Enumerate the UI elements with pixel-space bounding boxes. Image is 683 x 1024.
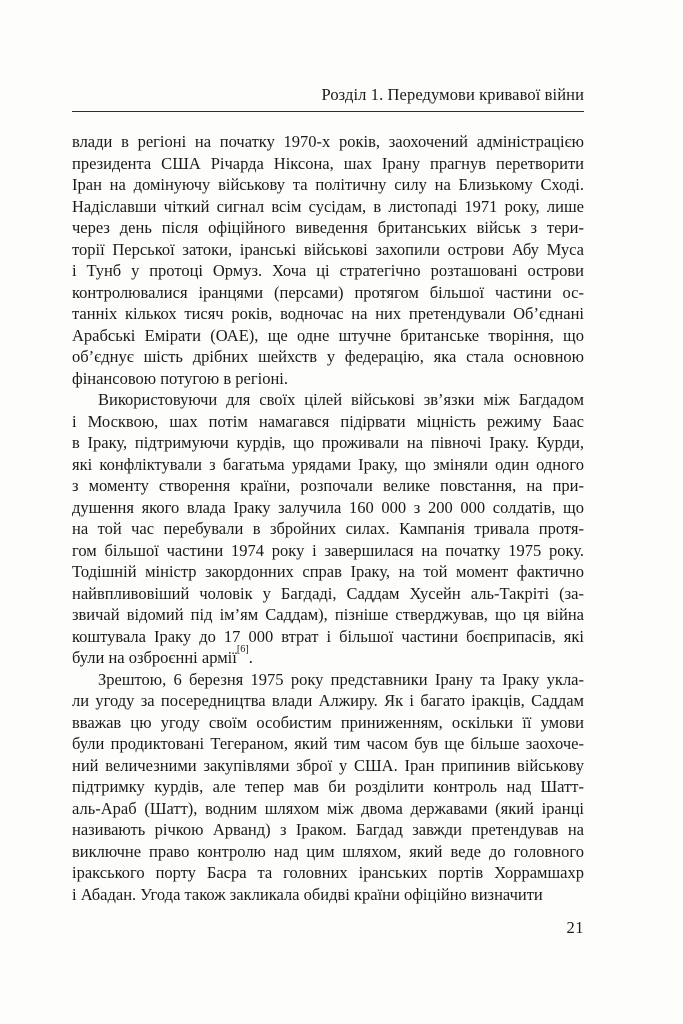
text-line: Іран на домінуючу військову та політичну силу на Близькому Сході. (72, 175, 584, 194)
text-line: гом більшої частини 1974 року і завершилася на початку 1975 року. (72, 540, 584, 560)
text-line: танніх кількох тисяч років, водночас на них претендували Об’єднані (72, 304, 584, 323)
text-line: в Іраку, підтримуючи курдів, що проживали на півночі Іраку. Курди, (72, 433, 584, 452)
text-line: підтримку курдів, але тепер мав би розділити контроль над Шатт- (72, 777, 584, 796)
text-line: влади в регіоні на початку 1970-х років, заохочений адміністрацією (72, 132, 584, 151)
running-header (72, 85, 584, 120)
text-line: і Тунб у протоці Ормуз. Хоча ці стратегічно розташовані острови (72, 261, 584, 280)
text-line: іракського порту Басра та головних іранських портів Хоррамшахр (72, 863, 584, 882)
text-line: які конфліктували з багатьма урядами Іраку, що зміняли один одного (72, 454, 584, 474)
text-line: коштувала Іраку до 17 000 втрат і більшої частини боєприпасів, які (72, 626, 584, 646)
footnote-ref: [6] (236, 643, 249, 655)
text-line: контролювалися іранцями (персами) протягом більшої частини ос- (72, 282, 584, 302)
page-number: 21 (566, 918, 584, 937)
text-line: і Москвою, шах потім намагався підірвати міцність режиму Баас (72, 411, 584, 431)
text-line: через день після офіційного виведення британських військ з тери- (72, 218, 584, 237)
text-line: торії Перської затоки, іранські військові захопили острови Абу Муса (72, 239, 584, 259)
text-line: ний величезними закупівлями зброї у США. Іран припинив військову (72, 755, 584, 775)
text-line: вважав цю угоду своїм особистим приниженням, оскільки її умови (72, 712, 584, 732)
page-footer (72, 918, 584, 938)
text-line: звичай відомий під ім’ям Саддам), пізніше стверджував, що ця війна (72, 605, 584, 624)
text-line: на той час перебували в збройних силах. Кампанія тривала протя- (72, 519, 584, 538)
text-line: аль-Араб (Шатт), водним шляхом між двома державами (який іранці (72, 798, 584, 818)
text-line: Тодішній міністр закордонних справ Іраку, на той момент фактично (72, 562, 584, 581)
text-line: фінансовою потугою в регіоні. (72, 368, 289, 388)
text-line: об’єднує шість дрібних шейхств у федерацію, яка стала основною (72, 347, 584, 366)
text-line: називають річкою Арванд) з Іраком. Багдад завжди претендував на (72, 820, 584, 839)
text-line: найвпливовіший чоловік у Багдаді, Саддам Хусейн аль-Такріті (за- (72, 583, 584, 603)
header-rule (72, 111, 584, 112)
text-line: президента США Річарда Ніксона, шах Ірану прагнув перетворити (72, 153, 584, 173)
text-line: і Абадан. Угода також закликала обидві країни офіційно визначити (72, 884, 543, 904)
text-line: Надіславши чіткий сигнал всім сусідам, в листопаді 1971 року, лише (72, 196, 584, 216)
text-line: душення якого влада Іраку залучила 160 000 з 200 000 солдатів, що (72, 497, 584, 517)
text-line: були продиктовані Тегераном, який тим часом був ще більше заохоче- (72, 734, 584, 753)
body-text (72, 131, 584, 905)
text-line: Використовуючи для своїх цілей військові зв’язки між Багдадом (98, 390, 584, 409)
text-line: були на озброєнні армії[6]. (72, 643, 253, 667)
text-line: з моменту створення країни, розпочали велике повстання, на при- (72, 476, 584, 495)
text-line: ли угоду за посередництва влади Алжиру. Як і багато іракців, Саддам (72, 691, 584, 710)
text-line: виключне право контролю над цим шляхом, який веде до головного (72, 841, 584, 861)
text-line: Зрештою, 6 березня 1975 року представники Ірану та Іраку укла- (98, 669, 584, 689)
text-line: Арабські Емірати (ОАЕ), ще одне штучне британське творіння, що (72, 325, 584, 345)
chapter-header-title: Розділ 1. Передумови кривавої війни (321, 85, 584, 104)
